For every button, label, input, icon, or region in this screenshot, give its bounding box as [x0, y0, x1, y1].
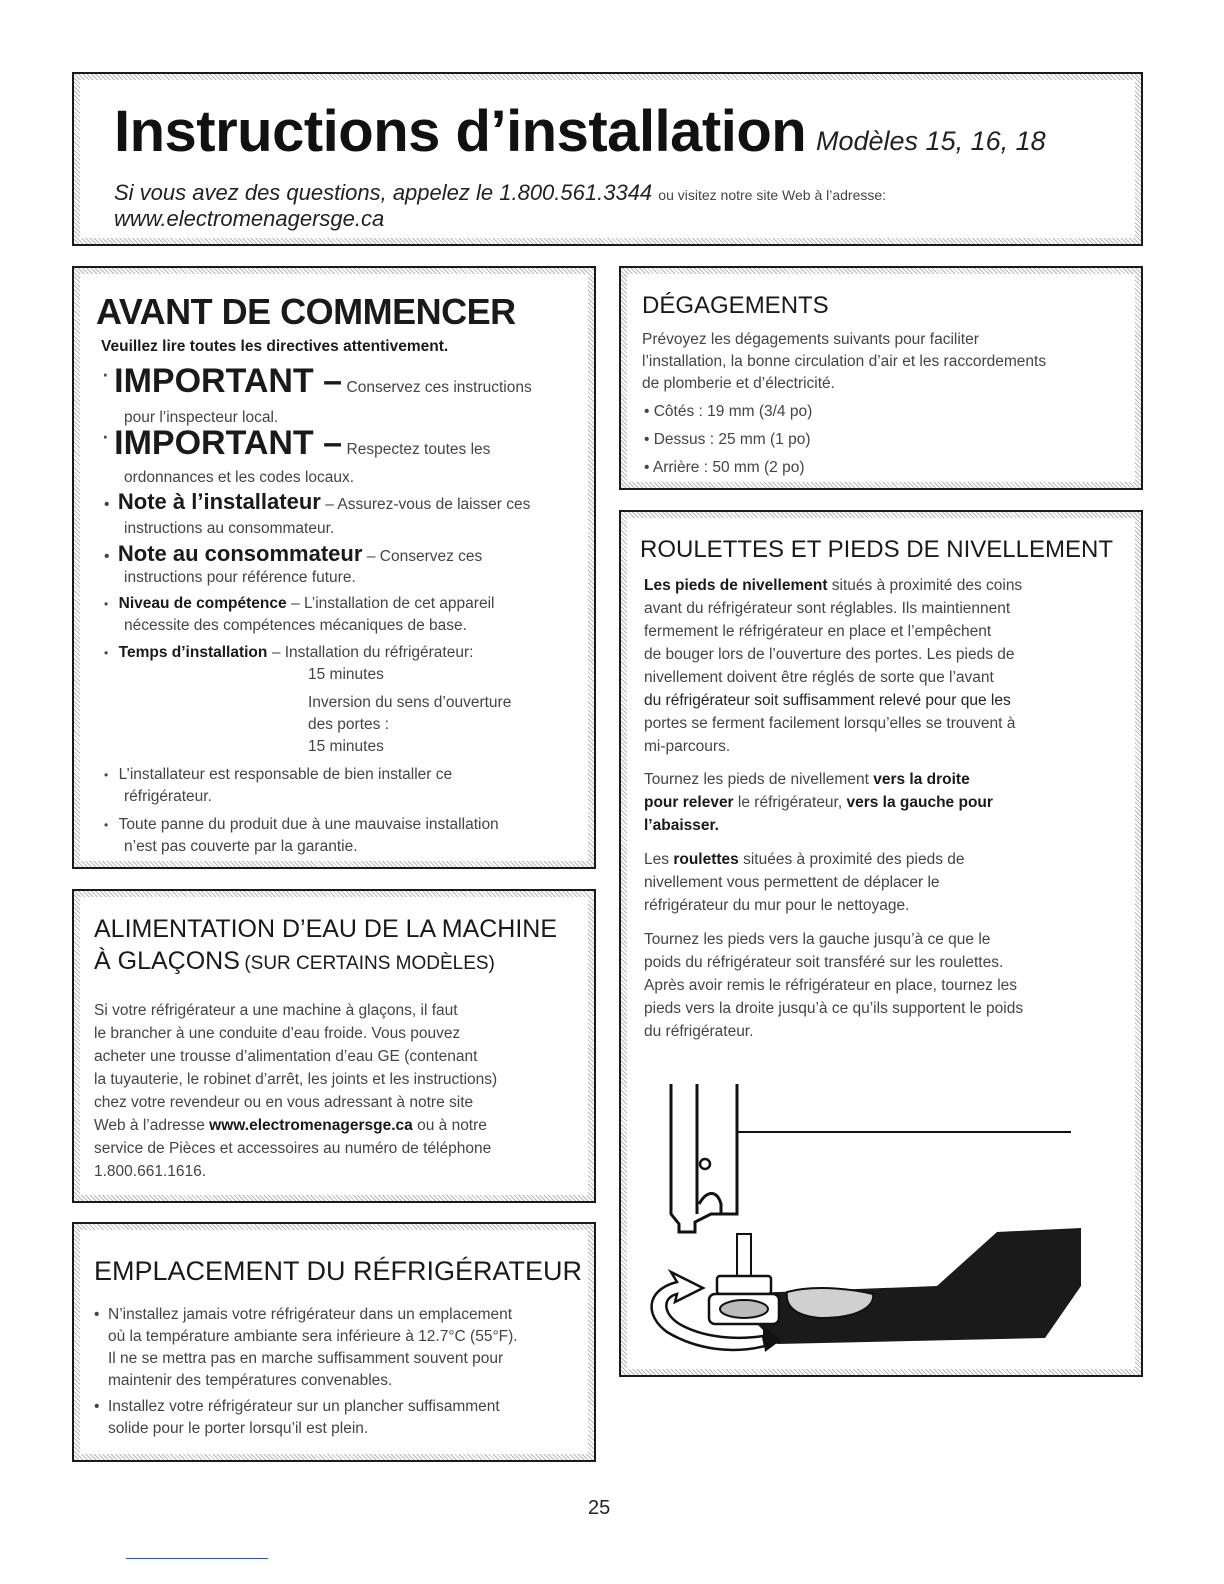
water-box: [72, 889, 596, 1203]
water-line-8: 1.800.661.1616.: [94, 1163, 207, 1180]
time-reverse-1: Inversion du sens d’ouverture: [308, 694, 512, 711]
important-label: IMPORTANT –: [114, 362, 343, 400]
avant-box: [72, 266, 596, 869]
rollers-p1-line-6: du réfrigérateur soit suffisamment relevé pour que les: [644, 692, 1011, 709]
rollers-p1-first: situés à proximité des coins: [831, 577, 1023, 594]
time-value-2: 15 minutes: [308, 738, 384, 755]
water-line-6: [94, 1115, 487, 1137]
rollers-p2-a: Tournez les pieds de nivellement: [644, 771, 869, 788]
clearance-line-3: de plomberie et d’électricité.: [642, 375, 835, 392]
rollers-p3-c: situées à proximité des pieds de: [743, 851, 965, 868]
water-title-main: À GLAÇONS: [94, 947, 240, 975]
rollers-p2-b: vers la droite: [873, 771, 970, 788]
bullet-icon: ·: [101, 420, 110, 450]
note-consumer: [104, 541, 482, 568]
rollers-p3-line-3: réfrigérateur du mur pour le nettoyage.: [644, 897, 910, 914]
rollers-p1-line-7: portes se ferment facilement lorsqu’elles se trouvent à: [644, 715, 1016, 732]
bullet-icon: ·: [101, 358, 110, 388]
water-line-6-prefix: Web à l’adresse: [94, 1117, 205, 1134]
rollers-box: [619, 510, 1143, 1377]
water-title-2: [94, 947, 495, 976]
bullet-icon: •: [644, 403, 654, 420]
rollers-p3-a: Les: [644, 851, 669, 868]
page-number: 25: [588, 1497, 611, 1519]
time-reverse-2: des portes :: [308, 716, 389, 733]
rollers-p4-line-5: du réfrigérateur.: [644, 1023, 754, 1040]
note-consumer-text: – Conservez ces: [366, 548, 483, 565]
rollers-p4-line-4: pieds vers la droite jusqu’à ce qu’ils supportent le poids: [644, 1000, 1024, 1017]
rollers-title: ROULETTES ET PIEDS DE NIVELLEMENT: [640, 536, 1114, 563]
rollers-p3-b: roulettes: [673, 851, 739, 868]
rollers-p2-f: l’abaisser.: [644, 817, 719, 834]
rollers-p1-line-8: mi-parcours.: [644, 738, 731, 755]
important-text: Respectez toutes les: [346, 441, 491, 458]
page-title: Instructions d’installation: [114, 99, 807, 164]
avant-title: AVANT DE COMMENCER: [96, 291, 516, 332]
bullet-icon: •: [644, 431, 654, 448]
warranty-item: [104, 814, 499, 836]
water-line-3: acheter une trousse d’alimentation d’eau GE (contenant: [94, 1048, 478, 1065]
water-line-6-suffix: ou à notre: [417, 1117, 487, 1134]
location-bullet-2: •: [94, 1398, 100, 1415]
skill-text: – L’installation de cet appareil: [291, 595, 495, 612]
location-b2-line-2: solide pour le porter lorsqu’il est plein.: [108, 1420, 369, 1437]
rollers-p1-line-2: avant du réfrigérateur sont réglables. Ils maintiennent: [644, 600, 1011, 617]
clearance-item-back: [644, 457, 805, 479]
water-title-models: (SUR CERTAINS MODÈLES): [244, 953, 495, 974]
rollers-p2-c: pour relever: [644, 794, 734, 811]
rollers-p4-line-2: poids du réfrigérateur soit transféré sur les roulettes.: [644, 954, 1004, 971]
bullet-icon: •: [104, 646, 109, 660]
skill-level: [104, 593, 494, 615]
clearance-sides-text: Côtés : 19 mm (3/4 po): [653, 403, 813, 420]
bullet-icon: •: [104, 496, 110, 513]
responsibility-item: [104, 764, 452, 786]
skill-label: Niveau de compétence: [118, 595, 287, 612]
rollers-p2-line-2: [644, 792, 993, 814]
responsibility-text: L’installateur est responsable de bien installer ce: [118, 766, 453, 783]
clearance-item-sides: [644, 401, 812, 423]
important-label: IMPORTANT –: [114, 424, 343, 462]
water-line-7: service de Pièces et accessoires au numéro de téléphone: [94, 1140, 492, 1157]
important-text: Conservez ces instructions: [346, 379, 532, 396]
bullet-icon: •: [644, 459, 653, 476]
bullet-icon: •: [104, 597, 109, 611]
bullet-icon: •: [104, 548, 110, 565]
footer-divider: [126, 1558, 268, 1559]
rollers-p1-bold: Les pieds de nivellement: [644, 577, 828, 594]
note-installer-label: Note à l’installateur: [117, 489, 321, 514]
website-link[interactable]: www.electromenagersge.ca: [114, 206, 385, 231]
clearance-line-2: l’installation, la bonne circulation d’air et les raccordements: [642, 353, 1047, 370]
note-installer-text: – Assurez-vous de laisser ces: [325, 496, 531, 513]
contact-suffix: ou visitez notre site Web à l’adresse:: [658, 187, 887, 203]
time-label: Temps d’installation: [118, 644, 268, 661]
bullet-icon: •: [104, 768, 109, 782]
clearance-item-top: [644, 429, 811, 451]
location-title: EMPLACEMENT DU RÉFRIGÉRATEUR: [94, 1256, 583, 1286]
note-consumer-cont: instructions pour référence future.: [124, 569, 356, 586]
location-b1-line-4: maintenir des températures convenables.: [108, 1372, 393, 1389]
avant-subtitle: Veuillez lire toutes les directives attentivement.: [101, 338, 449, 355]
rollers-p4-line-3: Après avoir remis le réfrigérateur en place, tournez les: [644, 977, 1018, 994]
install-time: [104, 642, 473, 664]
location-b1-line-1: N’installez jamais votre réfrigérateur dans un emplacement: [108, 1306, 513, 1323]
water-line-4: la tuyauterie, le robinet d’arrêt, les joints et les instructions): [94, 1071, 498, 1088]
note-installer-cont: instructions au consommateur.: [124, 520, 335, 537]
water-line-5: chez votre revendeur ou en vous adressant à notre site: [94, 1094, 474, 1111]
clearance-line-1: Prévoyez les dégagements suivants pour faciliter: [642, 331, 979, 348]
time-text: – Installation du réfrigérateur:: [271, 644, 474, 661]
time-value-1: 15 minutes: [308, 666, 384, 683]
bullet-icon: •: [104, 818, 109, 832]
location-box: [72, 1222, 596, 1462]
models-label: Modèles 15, 16, 18: [816, 126, 1046, 156]
rollers-p1-line-1: [644, 575, 1022, 597]
rollers-p3-line-2: nivellement vous permettent de déplacer le: [644, 874, 940, 891]
location-bullet-1: •: [94, 1306, 100, 1323]
location-b2-line-1: Installez votre réfrigérateur sur un plancher suffisamment: [108, 1398, 500, 1415]
clearance-box: [619, 266, 1143, 490]
leveling-leg-illustration: [637, 1054, 1137, 1364]
rollers-p3-line-1: [644, 849, 965, 871]
important-cont: ordonnances et les codes locaux.: [124, 469, 355, 486]
important-item-2: [101, 420, 491, 463]
important-cont: pour l’inspecteur local.: [124, 409, 279, 426]
clearance-title: DÉGAGEMENTS: [642, 292, 829, 319]
water-line-2: le brancher à une conduite d’eau froide. Vous pouvez: [94, 1025, 461, 1042]
location-b1-line-2: où la température ambiante sera inférieure à 12.7°C (55°F).: [108, 1328, 518, 1345]
rollers-p1-line-5: nivellement doivent être réglés de sorte que l’avant: [644, 669, 994, 686]
contact-phone-text: Si vous avez des questions, appelez le 1.800.561.3344: [114, 180, 653, 205]
rollers-p4-line-1: Tournez les pieds vers la gauche jusqu’à ce que le: [644, 931, 991, 948]
responsibility-cont: réfrigérateur.: [124, 788, 212, 805]
warranty-cont: n’est pas couverte par la garantie.: [124, 838, 358, 855]
clearance-back-text: Arrière : 50 mm (2 po): [652, 459, 805, 476]
important-item-1: [101, 358, 532, 401]
clearance-top-text: Dessus : 25 mm (1 po): [653, 431, 811, 448]
water-website-link[interactable]: www.electromenagersge.ca: [209, 1117, 413, 1134]
warranty-text: Toute panne du produit due à une mauvaise installation: [118, 816, 499, 833]
water-line-1: Si votre réfrigérateur a une machine à glaçons, il faut: [94, 1002, 458, 1019]
header-box: [72, 72, 1143, 246]
rollers-p2-e: vers la gauche pour: [846, 794, 993, 811]
skill-cont: nécessite des compétences mécaniques de base.: [124, 617, 467, 634]
rollers-p2-d: le réfrigérateur,: [737, 794, 843, 811]
contact-line: [114, 180, 886, 206]
water-title-1: ALIMENTATION D’EAU DE LA MACHINE: [94, 915, 558, 943]
rollers-p1-line-4: de bouger lors de l’ouverture des portes. Les pieds de: [644, 646, 1015, 663]
rollers-p1-line-3: fermement le réfrigérateur en place et l’empêchent: [644, 623, 992, 640]
rollers-p2-line-1: [644, 769, 970, 791]
note-consumer-label: Note au consommateur: [117, 541, 363, 566]
location-b1-line-3: Il ne se mettra pas en marche suffisamment souvent pour: [108, 1350, 504, 1367]
note-installer: [104, 489, 530, 516]
